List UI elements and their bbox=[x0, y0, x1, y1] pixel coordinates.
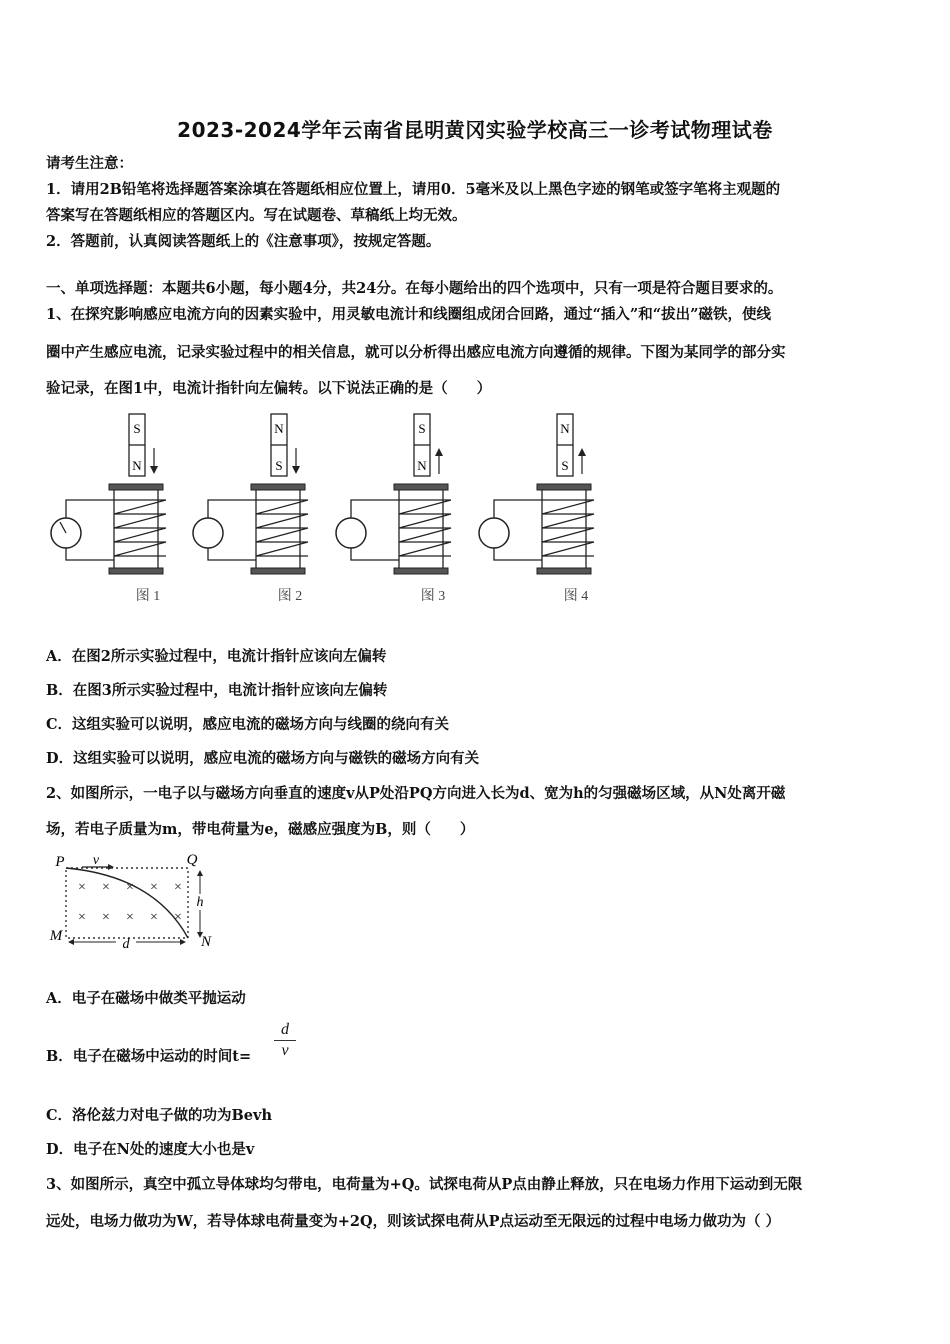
figure-caption: 图 2 bbox=[277, 589, 303, 604]
arrow-up-icon bbox=[435, 448, 443, 456]
q1-option-d[interactable]: D．这组实验可以说明，感应电流的磁场方向与磁铁的磁场方向有关 bbox=[46, 750, 480, 767]
magnet-bottom-pole: N bbox=[132, 458, 142, 473]
q1-figure bbox=[40, 408, 630, 608]
figure-caption: 图 4 bbox=[563, 589, 589, 604]
arrow-down-icon bbox=[150, 466, 158, 474]
q1-stem-2: 圈中产生感应电流，记录实验过程中的相关信息，就可以分析得出感应电流方向遵循的规律。下图为某同学的部分实 bbox=[46, 344, 786, 361]
notice-line-3: 2．答题前，认真阅读答题纸上的《注意事项》，按规定答题。 bbox=[46, 233, 441, 250]
label-n: N bbox=[200, 934, 212, 950]
q3-stem-2: 远处，电场力做功为W，若导体球电荷量变为+2Q，则该试探电荷从P点运动至无限远的过程中电场力做功为（ ） bbox=[46, 1213, 781, 1230]
page-title: 2023-2024学年云南省昆明黄冈实验学校高三一诊考试物理试卷 bbox=[177, 118, 773, 142]
field-cross: × bbox=[126, 880, 134, 895]
field-cross: × bbox=[174, 910, 182, 925]
time-fraction bbox=[274, 1020, 296, 1061]
field-cross: × bbox=[150, 880, 158, 895]
q1-option-b[interactable]: B．在图3所示实验过程中，电流计指针应该向左偏转 bbox=[46, 682, 388, 699]
magnet-top-pole: S bbox=[418, 421, 426, 436]
field-cross: × bbox=[174, 880, 182, 895]
q2-stem-2: 场，若电子质量为m，带电荷量为e，磁感应强度为B，则（ ） bbox=[46, 821, 475, 838]
electron-path bbox=[66, 868, 188, 938]
notice-line-2: 答案写在答题纸相应的答题区内。写在试题卷、草稿纸上均无效。 bbox=[46, 207, 467, 224]
magnet-top-pole: N bbox=[274, 421, 284, 436]
field-crosses bbox=[78, 880, 182, 925]
arrow-down-icon bbox=[292, 466, 300, 474]
q2-option-c[interactable]: C．洛伦兹力对电子做的功为Bevh bbox=[46, 1107, 272, 1124]
label-q: Q bbox=[186, 852, 198, 868]
galvanometer-icon bbox=[336, 518, 366, 548]
magnet-top-pole: N bbox=[560, 421, 570, 436]
field-cross: × bbox=[102, 880, 110, 895]
velocity-arrow-icon bbox=[108, 864, 114, 870]
magnet-bottom-pole: N bbox=[417, 458, 427, 473]
label-d: d bbox=[122, 937, 130, 952]
q2-stem-1: 2、如图所示，一电子以与磁场方向垂直的速度v从P处沿PQ方向进入长为d、宽为h的匀强磁场区域，从N处离开磁 bbox=[46, 785, 786, 802]
label-h: h bbox=[196, 895, 204, 910]
q2-option-a[interactable]: A．电子在磁场中做类平抛运动 bbox=[46, 990, 246, 1007]
magnet-bottom-pole: S bbox=[561, 458, 569, 473]
notice-heading: 请考生注意： bbox=[46, 155, 133, 172]
q1-option-c[interactable]: C．这组实验可以说明，感应电流的磁场方向与线圈的绕向有关 bbox=[46, 716, 450, 733]
galvanometer-icon bbox=[479, 518, 509, 548]
figure-3 bbox=[336, 414, 451, 604]
field-cross: × bbox=[102, 910, 110, 925]
q2-option-b[interactable]: B．电子在磁场中运动的时间t= bbox=[46, 1048, 252, 1065]
notice-line-1: 1．请用2B铅笔将选择题答案涂填在答题纸相应位置上，请用0．5毫米及以上黑色字迹的钢笔或签字笔将主观题的 bbox=[46, 181, 781, 198]
magnet-bottom-pole: S bbox=[275, 458, 283, 473]
galvanometer-icon bbox=[193, 518, 223, 548]
q3-stem-1: 3、如图所示，真空中孤立导体球均匀带电，电荷量为+Q。试探电荷从P点由静止释放，只在电场力作用下运动到无限 bbox=[46, 1176, 803, 1193]
section-heading: 一、单项选择题：本题共6小题，每小题4分，共24分。在每小题给出的四个选项中，只有一项是符合题目要求的。 bbox=[46, 280, 783, 297]
field-cross: × bbox=[78, 910, 86, 925]
fraction-numerator: d bbox=[274, 1020, 296, 1041]
q2-option-d[interactable]: D．电子在N处的速度大小也是v bbox=[46, 1141, 255, 1158]
q1-stem-1: 1、在探究影响感应电流方向的因素实验中，用灵敏电流计和线圈组成闭合回路，通过“插入”和“拔出”磁铁，使线 bbox=[46, 306, 771, 323]
magnet-top-pole: S bbox=[133, 421, 141, 436]
figure-4 bbox=[479, 414, 594, 604]
q1-stem-3: 验记录，在图1中，电流计指针向左偏转。以下说法正确的是（ ） bbox=[46, 380, 492, 397]
field-cross: × bbox=[150, 910, 158, 925]
label-p: P bbox=[55, 854, 65, 870]
arrow-up-icon bbox=[578, 448, 586, 456]
field-cross: × bbox=[126, 910, 134, 925]
figure-2 bbox=[193, 414, 308, 604]
q1-option-a[interactable]: A．在图2所示实验过程中，电流计指针应该向左偏转 bbox=[46, 648, 387, 665]
fraction-denominator: v bbox=[281, 1042, 289, 1059]
figure-1 bbox=[51, 414, 166, 604]
label-m: M bbox=[49, 928, 63, 944]
figure-caption: 图 3 bbox=[420, 589, 446, 604]
q2-figure bbox=[44, 848, 234, 952]
field-cross: × bbox=[78, 880, 86, 895]
figure-caption: 图 1 bbox=[135, 589, 161, 604]
label-v: v bbox=[92, 853, 100, 868]
